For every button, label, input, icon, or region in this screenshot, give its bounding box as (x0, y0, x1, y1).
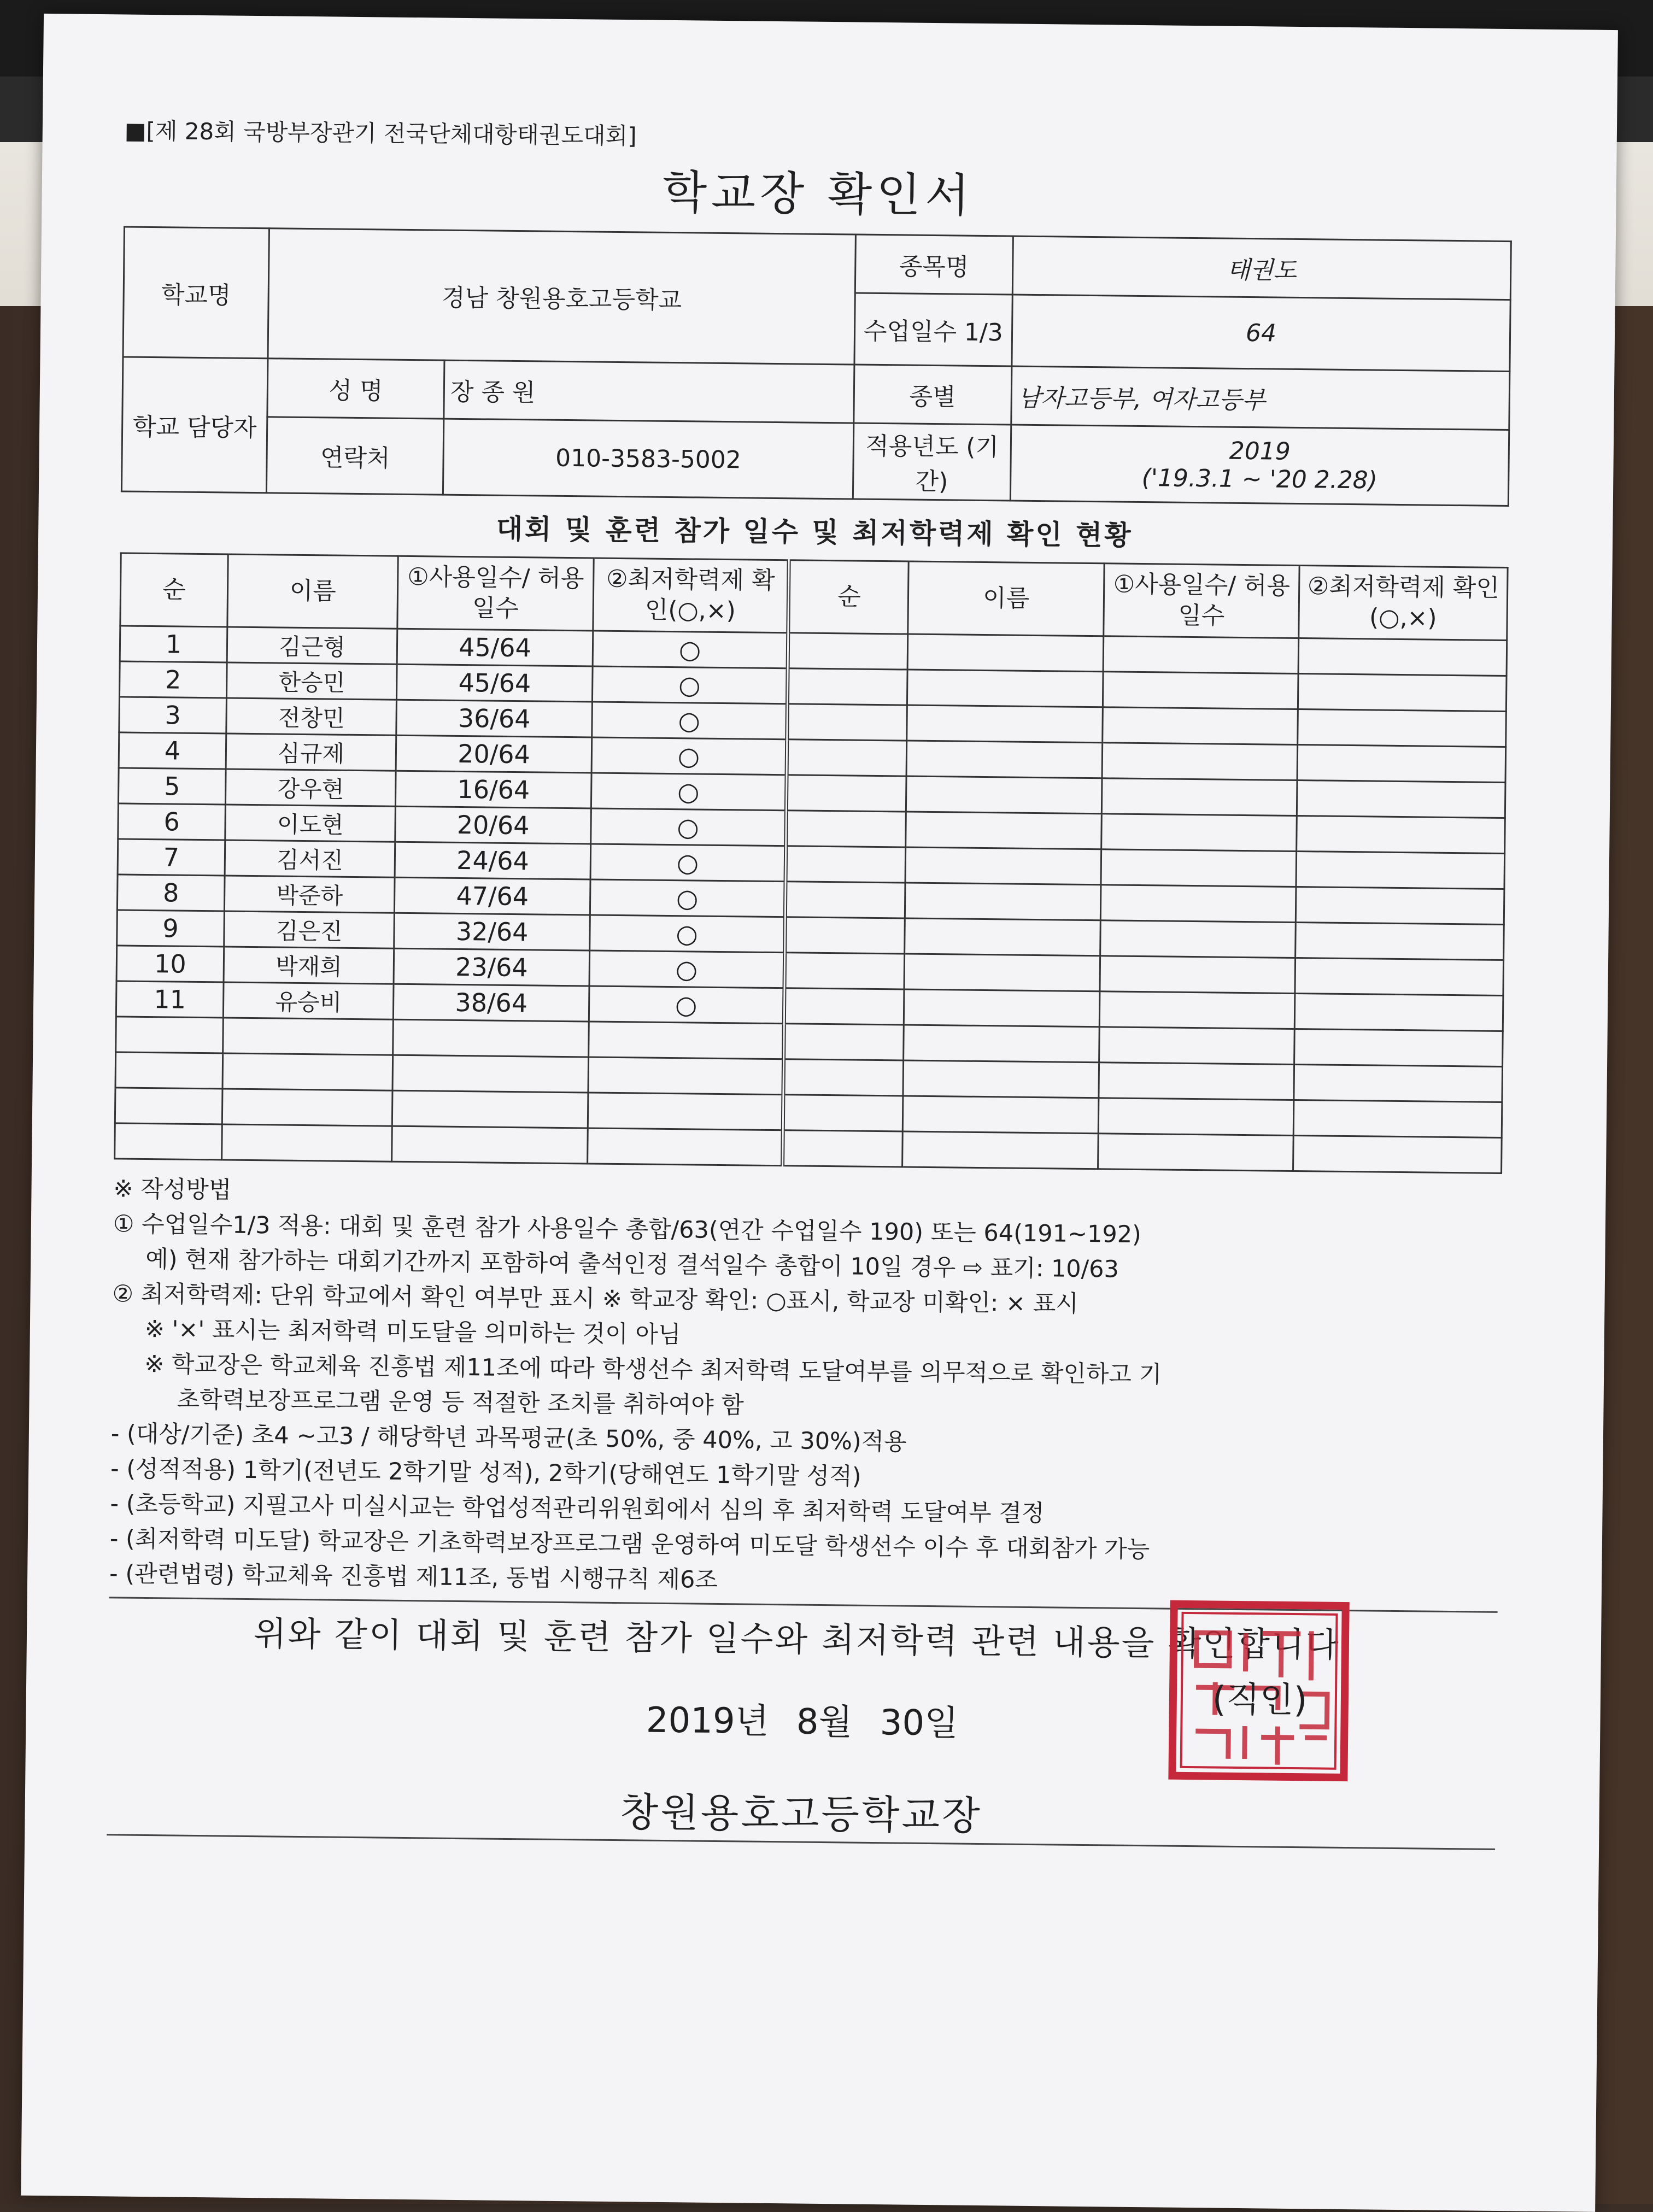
row-check: ○ (590, 915, 786, 953)
row-check: ○ (591, 737, 787, 775)
manager-label: 학교 담당자 (121, 357, 268, 493)
contest-name: ■[제 28회 국방부장관기 전국단체대항태권도대회] (124, 117, 637, 150)
empty-cell (783, 1059, 904, 1096)
note-law: - (관련법령) 학교체육 진흥법 제11조, 동법 시행규칙 제6조 (109, 1560, 718, 1594)
row-name: 유승비 (223, 982, 394, 1019)
empty-cell (393, 1019, 589, 1057)
empty-cell (1298, 709, 1506, 747)
empty-cell (906, 812, 1101, 849)
row-days: 32/64 (394, 913, 590, 950)
event-value: 태권도 (1012, 236, 1511, 300)
school-label: 학교명 (123, 227, 269, 359)
empty-cell (222, 1124, 392, 1161)
roster-header-row (120, 553, 1508, 641)
empty-cell (908, 634, 1104, 672)
empty-cell (907, 670, 1103, 707)
empty-cell (902, 1131, 1098, 1169)
roster-table (114, 552, 1508, 1174)
name-value: 장 종 원 (444, 360, 854, 423)
row-no: 1 (120, 626, 227, 662)
empty-cell (1098, 1134, 1293, 1171)
empty-cell (588, 1093, 783, 1130)
empty-cell (1100, 956, 1296, 994)
issue-date: 2019년 8월 30일 (646, 1700, 959, 1744)
row-name: 한승민 (227, 662, 397, 700)
row-check: ○ (589, 986, 784, 1024)
row-check: ○ (589, 950, 785, 988)
note-below-min: - (최저학력 미도달) 학교장은 기초학력보장프로그램 운영하여 미도달 학생선수 이수 후 대회참가 가능 (109, 1525, 1150, 1564)
header-days: ①사용일수/ 허용일수 (397, 556, 594, 631)
empty-cell (787, 704, 907, 741)
header-days-right: ①사용일수/ 허용일수 (1104, 564, 1300, 638)
empty-cell (784, 953, 905, 989)
empty-cell (392, 1055, 588, 1093)
row-check: ○ (591, 808, 787, 846)
empty-cell (787, 740, 907, 776)
row-name: 전창민 (226, 698, 397, 735)
header-name-right: 이름 (908, 561, 1104, 636)
header-check-right: ②최저학력제 확인(○,×) (1299, 566, 1508, 641)
document-paper (21, 14, 1618, 2212)
row-days: 20/64 (395, 806, 591, 844)
row-name: 심규제 (226, 734, 396, 771)
section-title: 대회 및 훈련 참가 일수 및 최저학력제 확인 현황 (496, 513, 1133, 551)
empty-cell (903, 1060, 1099, 1098)
contact-value: 010-3583-5002 (443, 419, 854, 499)
empty-cell (115, 1052, 223, 1089)
empty-cell (222, 1053, 393, 1090)
empty-cell (1103, 672, 1298, 709)
empty-cell (1101, 814, 1297, 852)
row-no: 2 (119, 661, 227, 698)
year-value: 2019 (1229, 437, 1291, 466)
row-check: ○ (593, 631, 788, 668)
note-x-meaning: ※ '×' 표시는 최저학력 미도달을 의미하는 것이 아님 (144, 1315, 681, 1349)
empty-cell (115, 1088, 222, 1124)
empty-cell (1297, 816, 1505, 854)
row-days: 45/64 (397, 664, 593, 702)
empty-cell (786, 882, 906, 918)
note-2: ② 최저학력제: 단위 학교에서 확인 여부만 표시 ※ 학교장 확인: ○표시, 학교장 미확인: × 표시 (112, 1280, 1079, 1318)
empty-cell (1298, 638, 1507, 676)
empty-cell (784, 1024, 904, 1060)
row-days: 38/64 (394, 984, 589, 1022)
empty-cell (1103, 636, 1299, 674)
row-name: 김근형 (227, 627, 397, 664)
event-label: 종목명 (855, 234, 1013, 295)
row-days: 47/64 (395, 877, 590, 915)
year-cell (1010, 425, 1509, 506)
empty-cell (788, 633, 908, 670)
empty-cell (1298, 674, 1507, 712)
empty-cell (906, 741, 1102, 778)
empty-cell (1101, 778, 1297, 816)
row-name: 강우현 (225, 769, 396, 806)
row-name: 이도현 (225, 805, 396, 842)
row-name: 김서진 (225, 840, 395, 877)
empty-cell (392, 1090, 588, 1128)
empty-cell (223, 1018, 394, 1055)
row-name: 김은진 (224, 911, 395, 948)
empty-cell (116, 1017, 224, 1053)
empty-cell (787, 775, 907, 812)
empty-cell (1294, 1064, 1502, 1102)
instructions (109, 1171, 1502, 1606)
note-target: - (대상/기준) 초4 ~고3 / 해당학년 과목평균(초 50%, 중 40%, 고 30%)적용 (110, 1420, 907, 1456)
row-no: 9 (117, 910, 225, 947)
division-value: 남자고등부, 여자고등부 (1011, 366, 1510, 430)
row-no: 3 (119, 697, 227, 734)
name-label: 성 명 (267, 359, 444, 419)
empty-cell (1099, 1063, 1294, 1100)
note-elementary: - (초등학교) 지필고사 미실시교는 학업성적관리위원회에서 심의 후 최저학력 도달여부 결정 (110, 1490, 1045, 1528)
classdays-label: 수업일수 1/3 (854, 293, 1013, 366)
row-check: ○ (592, 702, 788, 740)
period-value: ('19.3.1 ~ '20 2.28) (1141, 464, 1378, 495)
empty-cell (788, 668, 908, 705)
row-days: 24/64 (395, 842, 590, 879)
note-heading: ※ 작성방법 (113, 1175, 232, 1204)
empty-cell (1295, 958, 1503, 995)
empty-cell (903, 1096, 1099, 1134)
row-no: 10 (116, 946, 224, 982)
empty-cell (1296, 922, 1504, 960)
document-title: 학교장 확인서 (662, 165, 974, 222)
row-days: 16/64 (396, 771, 591, 808)
empty-cell (904, 1025, 1099, 1063)
empty-cell (222, 1089, 392, 1126)
row-name: 박준하 (224, 876, 395, 913)
school-info-table (121, 226, 1512, 507)
contact-label: 연락처 (267, 417, 444, 495)
classdays-value: 64 (1012, 295, 1510, 372)
note-1: ① 수업일수1/3 적용: 대회 및 훈련 참가 사용일수 총합/63(연간 수업일수 190) 또는 64(191~192) (113, 1210, 1142, 1249)
header-check: ②최저학력제 확인(○,×) (593, 558, 789, 633)
empty-cell (587, 1128, 783, 1166)
empty-cell (1294, 1029, 1503, 1066)
row-check: ○ (590, 844, 786, 882)
empty-cell (905, 847, 1101, 885)
row-days: 20/64 (396, 735, 591, 773)
confirmation-text: 위와 같이 대회 및 훈련 참가 일수와 최저학력 관련 내용을 확인합니다. (253, 1613, 1353, 1665)
header-no: 순 (120, 553, 228, 627)
row-days: 36/64 (396, 700, 592, 737)
empty-cell (1297, 745, 1505, 783)
empty-cell (907, 705, 1103, 743)
empty-cell (904, 989, 1100, 1027)
empty-cell (786, 811, 906, 847)
empty-cell (1294, 1100, 1502, 1137)
empty-cell (1099, 1027, 1295, 1065)
empty-cell (589, 1022, 784, 1059)
empty-cell (786, 846, 906, 883)
empty-cell (905, 883, 1101, 920)
empty-cell (785, 917, 905, 954)
empty-cell (1293, 1135, 1502, 1173)
row-check: ○ (591, 773, 787, 811)
seal-label: (직인) (1212, 1679, 1308, 1721)
row-no: 4 (119, 732, 226, 769)
empty-cell (1101, 849, 1297, 887)
empty-cell (1296, 852, 1504, 889)
school-value: 경남 창원용호고등학교 (268, 228, 855, 365)
empty-cell (1100, 885, 1296, 923)
row-no: 7 (118, 839, 225, 876)
empty-cell (906, 776, 1102, 814)
empty-cell (904, 954, 1100, 991)
empty-cell (115, 1123, 222, 1160)
empty-cell (783, 1130, 903, 1167)
empty-cell (392, 1126, 588, 1164)
note-principal-duty: ※ 학교장은 학교체육 진흥법 제11조에 따라 학생선수 최저학력 도달여부를 의무적으로 확인하고 기 (144, 1350, 1162, 1389)
empty-cell (783, 1095, 904, 1131)
row-days: 23/64 (394, 948, 589, 986)
empty-cell (1297, 781, 1505, 818)
row-name: 박재희 (224, 947, 394, 984)
row-no: 6 (118, 803, 226, 840)
row-no: 11 (116, 981, 224, 1018)
document-body (107, 113, 1513, 1855)
row-days: 45/64 (397, 629, 593, 666)
empty-cell (784, 988, 905, 1025)
empty-cell (1100, 920, 1296, 958)
row-check: ○ (592, 666, 788, 704)
year-label: 적용년도 (기간) (853, 423, 1011, 501)
division-label: 종별 (853, 365, 1011, 425)
note-principal-duty-cont: 초학력보장프로그램 운영 등 적절한 조치를 취하여야 함 (177, 1386, 745, 1419)
empty-cell (1102, 743, 1298, 781)
empty-cell (1103, 707, 1298, 745)
empty-cell (588, 1057, 784, 1095)
row-no: 8 (117, 875, 225, 911)
empty-cell (905, 918, 1100, 956)
principal-name: 창원용호고등학교장 (620, 1789, 983, 1839)
row-check: ○ (590, 879, 786, 917)
row-no: 5 (118, 768, 226, 805)
empty-cell (1098, 1098, 1294, 1136)
header-no-right: 순 (788, 560, 908, 634)
note-example: 예) 현재 참가하는 대회기간까지 포함하여 출석인정 결석일수 총합이 10일 경우 ⇨ 표기: 10/63 (145, 1245, 1119, 1283)
empty-cell (1099, 991, 1295, 1029)
empty-cell (1295, 993, 1503, 1031)
note-grades: - (성적적용) 1학기(전년도 2학기말 성적), 2학기(당해연도 1학기말 성적) (110, 1455, 861, 1491)
empty-cell (1296, 887, 1504, 925)
header-name: 이름 (227, 554, 398, 629)
